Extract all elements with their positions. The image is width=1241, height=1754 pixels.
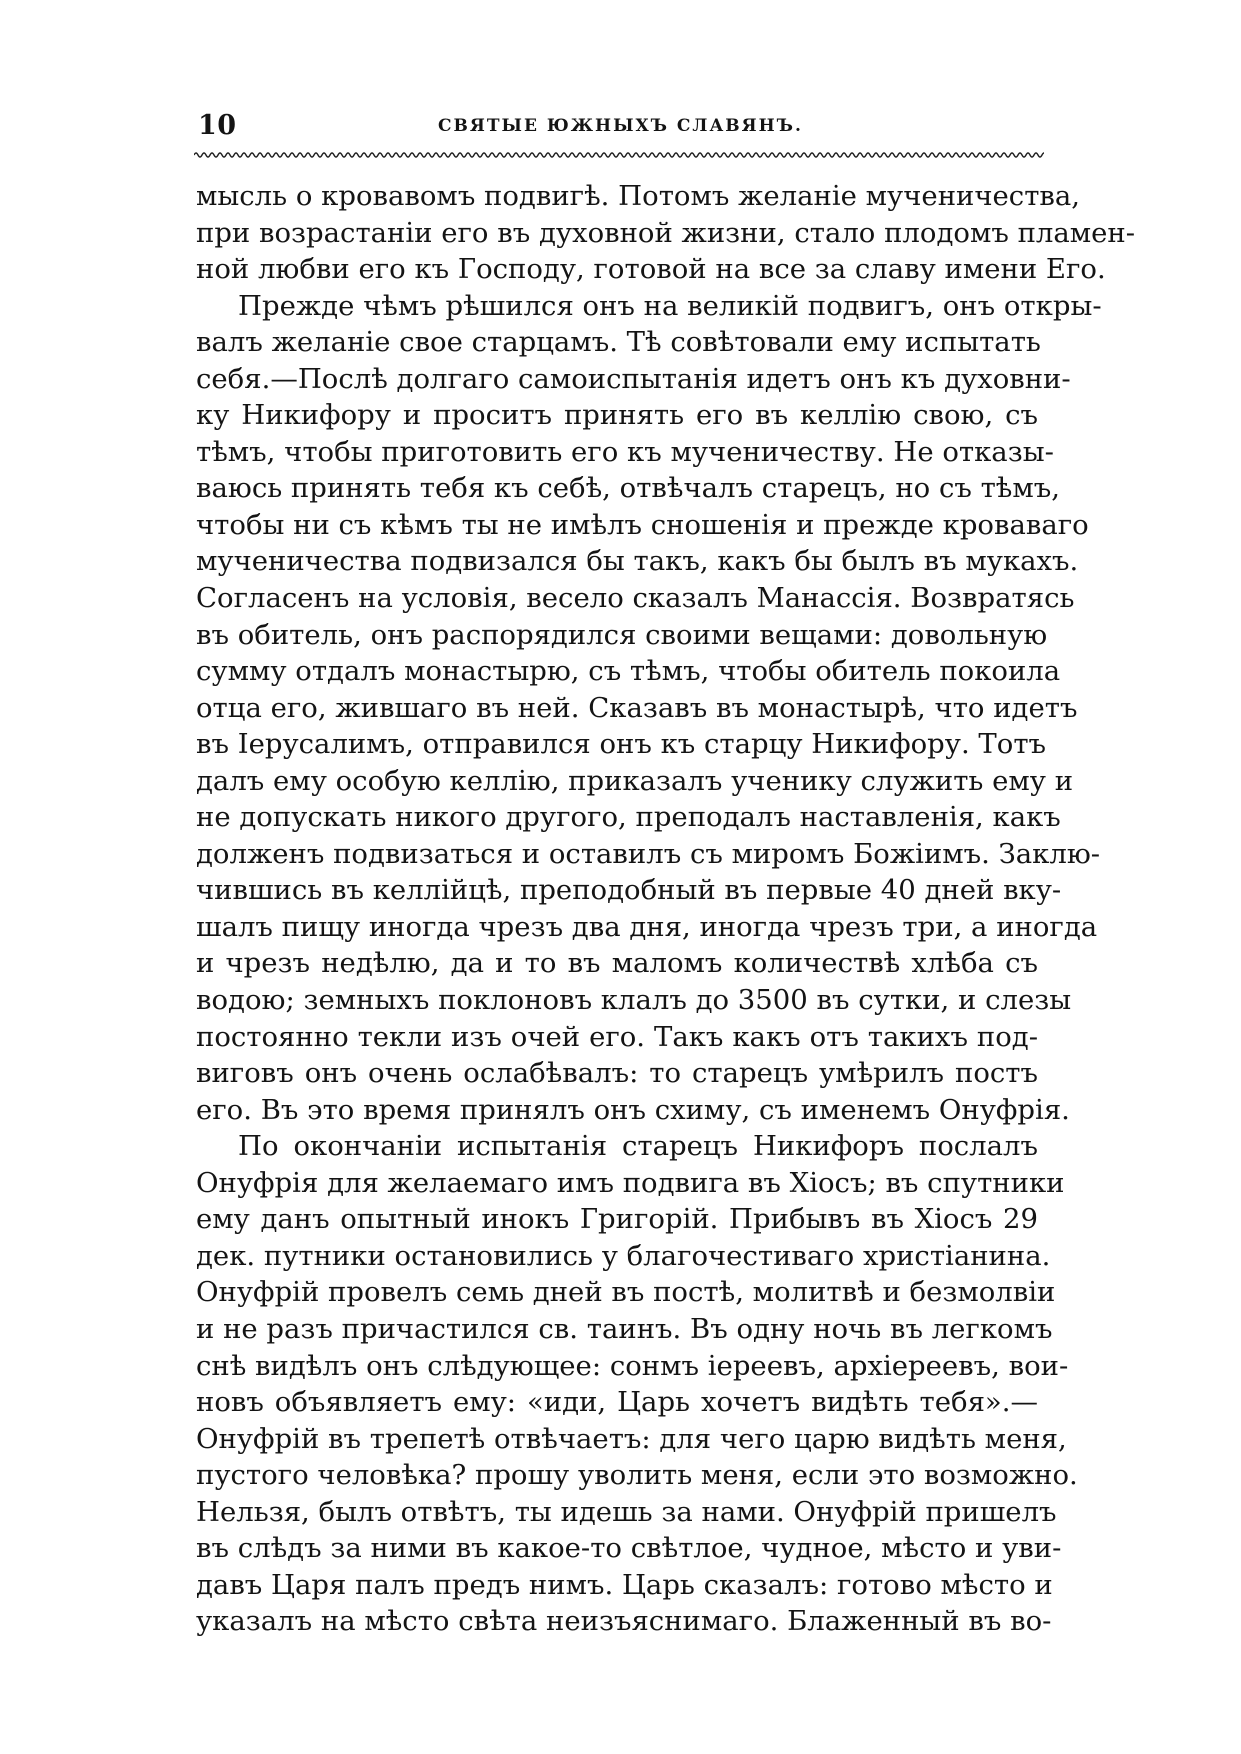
text-line: не допускать никого другого, преподалъ наставленія, какъ xyxy=(196,801,1061,834)
text-line: въ обитель, онъ распорядился своими вещами: довольную xyxy=(196,618,1048,651)
text-line: его. Въ это время принялъ онъ схиму, съ именемъ Онуфрія. xyxy=(196,1093,1070,1126)
body-text xyxy=(196,178,1136,1640)
text-line: при возрастаніи его въ духовной жизни, стало плодомъ пламен- xyxy=(196,216,1136,249)
text-line: постоянно текли изъ очей его. Такъ какъ отъ такихъ под- xyxy=(196,1020,1038,1053)
page-header xyxy=(198,106,1042,146)
text-line: шалъ пищу иногда чрезъ два дня, иногда чрезъ три, а иногда xyxy=(196,910,1098,943)
text-line: Онуфрія для желаемаго имъ подвига въ Хіосъ; въ спутники xyxy=(196,1166,1065,1199)
text-line: Онуфрій въ трепетѣ отвѣчаетъ: для чего царю видѣть меня, xyxy=(196,1422,1067,1455)
text-line: чтобы ни съ кѣмъ ты не имѣлъ сношенія и прежде кроваваго xyxy=(196,508,1089,541)
text-line: водою; земныхъ поклоновъ клалъ до 3500 въ сутки, и слезы xyxy=(196,984,1072,1017)
text-line: Согласенъ на условія, весело сказалъ Манассія. Возвратясь xyxy=(196,582,1075,615)
text-line: себя.—Послѣ долгаго самоиспытанія идетъ онъ къ духовни- xyxy=(196,362,1071,395)
text-line: ему данъ опытный инокъ Григорій. Прибывъ въ Хіосъ 29 xyxy=(196,1203,1038,1236)
text-line: и чрезъ недѣлю, да и то въ маломъ количествѣ хлѣба съ xyxy=(196,947,1038,980)
text-line: давъ Царя палъ предъ нимъ. Царь сказалъ: готово мѣсто и xyxy=(196,1568,1053,1601)
text-line: мученичества подвизался бы такъ, какъ бы былъ въ мукахъ. xyxy=(196,545,1079,578)
text-line: снѣ видѣлъ онъ слѣдующее: сонмъ іереевъ, архіереевъ, вои- xyxy=(196,1349,1069,1382)
text-line: въ слѣдъ за ними въ какое-то свѣтлое, чудное, мѣсто и уви- xyxy=(196,1532,1062,1565)
text-line: отца его, жившаго въ ней. Сказавъ въ монастырѣ, что идетъ xyxy=(196,691,1078,724)
text-line: виговъ онъ очень ослабѣвалъ: то старецъ умѣрилъ постъ xyxy=(196,1057,1038,1090)
wavy-divider xyxy=(194,150,1044,160)
text-line: дек. путники остановились у благочестиваго христіанина. xyxy=(196,1239,1051,1272)
text-line: мысль о кровавомъ подвигѣ. Потомъ желаніе мученичества, xyxy=(196,180,1081,212)
text-line: въ Іерусалимъ, отправился онъ къ старцу Никифору. Тотъ xyxy=(196,728,1047,761)
text-line: далъ ему особую келлію, приказалъ ученику служить ему и xyxy=(196,764,1074,797)
text-line: указалъ на мѣсто свѣта неизъяснимаго. Блаженный въ во- xyxy=(196,1605,1052,1638)
text-line: тѣмъ, чтобы приготовить его къ мученичеству. Не отказы- xyxy=(196,435,1054,468)
text-line: Онуфрій провелъ семь дней въ постѣ, молитвѣ и безмолвіи xyxy=(196,1276,1056,1309)
text-line: валъ желаніе свое старцамъ. Тѣ совѣтовали ему испытать xyxy=(196,326,1041,359)
text-line: Нельзя, былъ отвѣтъ, ты идешь за нами. Онуфрій пришелъ xyxy=(196,1495,1057,1528)
text-line: По окончаніи испытанія старецъ Никифоръ послалъ xyxy=(238,1130,1038,1163)
text-line: пустого человѣка? прошу уволить меня, если это возможно. xyxy=(196,1459,1078,1492)
text-line: новъ объявляетъ ему: «иди, Царь хочетъ видѣть тебя».— xyxy=(196,1386,1038,1419)
text-line: Прежде чѣмъ рѣшился онъ на великій подвигъ, онъ откры- xyxy=(238,289,1102,322)
text-line: ку Никифору и проситъ принять его въ келлію свою, съ xyxy=(196,399,1038,432)
page-number: 10 xyxy=(198,110,237,141)
running-title: СВЯТЫЕ ЮЖНЫХЪ СЛАВЯНЪ. xyxy=(438,116,803,136)
text-line: ной любви его къ Господу, готовой на все за славу имени Его. xyxy=(196,253,1106,286)
text-line: долженъ подвизаться и оставилъ съ миромъ Божіимъ. Заклю- xyxy=(196,837,1101,870)
text-line: чившись въ келлійцѣ, преподобный въ первые 40 дней вку- xyxy=(196,874,1062,907)
text-line: ваюсь принять тебя къ себѣ, отвѣчалъ старецъ, но съ тѣмъ, xyxy=(196,472,1061,505)
text-line: и не разъ причастился св. таинъ. Въ одну ночь въ легкомъ xyxy=(196,1312,1053,1345)
text-line: сумму отдалъ монастырю, съ тѣмъ, чтобы обитель покоила xyxy=(196,655,1061,688)
